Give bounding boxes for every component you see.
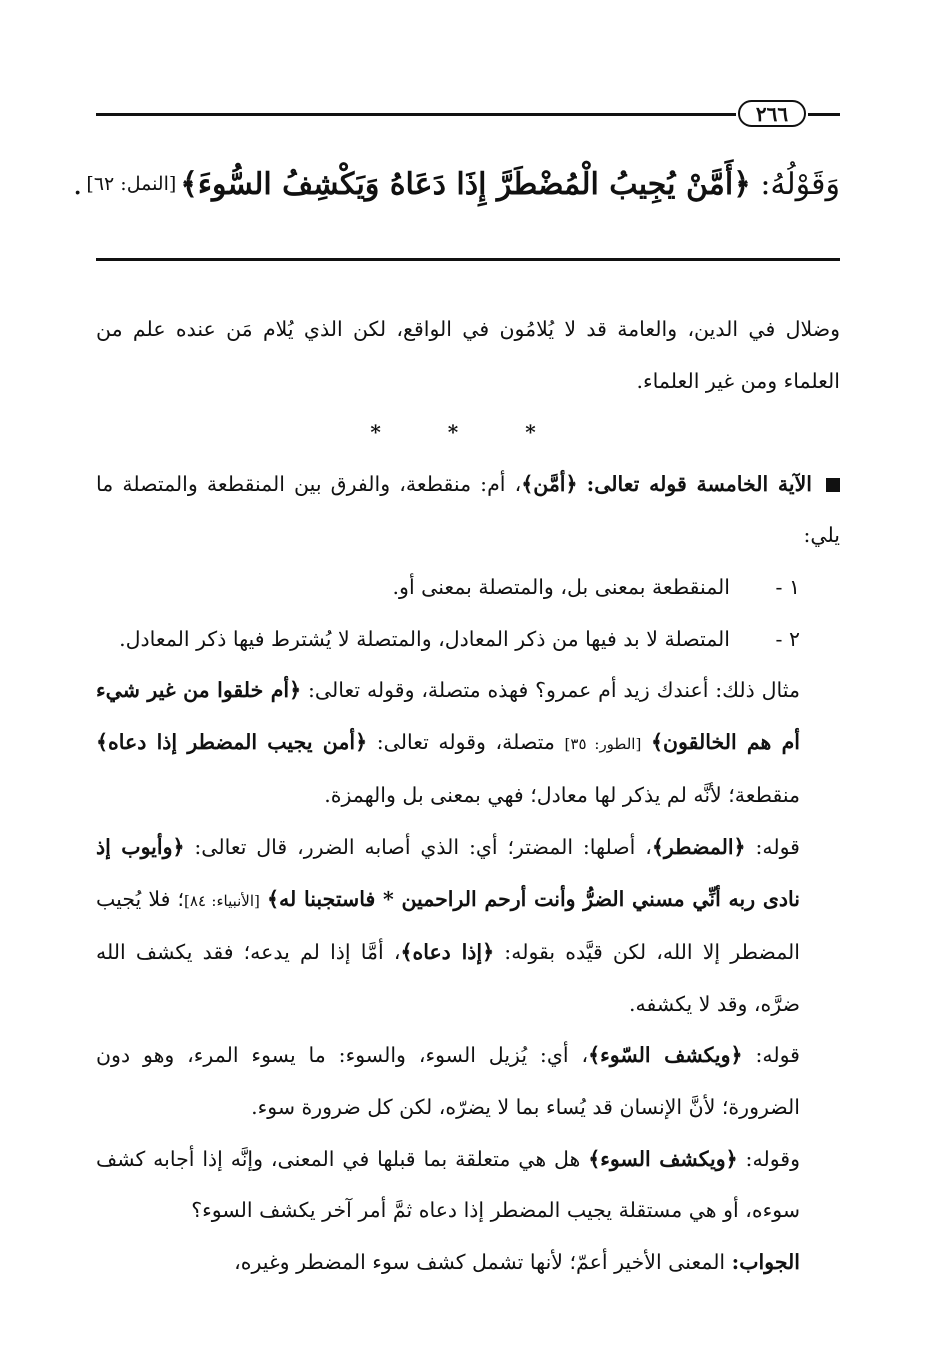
- page-number: ٢٦٦: [738, 100, 806, 127]
- header-rule-left: [96, 113, 736, 116]
- paragraph-continuation: وضلال في الدين، والعامة قد لا يُلامُون في الواقع، لكن الذي يُلام مَن عنده علم من العلماء ومن غير العلماء.: [96, 317, 840, 393]
- example-verse-2: ﴿أمن يجيب المضطر إذا دعاه﴾: [96, 729, 368, 754]
- header-divider: [96, 258, 840, 261]
- mudtarr-text-3: ؛ فلا يُجيب المضطر إلا الله، لكن قيَّده بقوله:: [96, 886, 800, 965]
- example-text-1: مثال ذلك: أعندك زيد أم عمرو؟ فهذه متصلة، وقوله تعالى:: [308, 678, 800, 703]
- section-heading: الآية الخامسة قوله تعالى:: [586, 471, 812, 496]
- kashf-paragraph: [96, 1030, 840, 1133]
- answer-label: الجواب:: [731, 1249, 800, 1274]
- list-item-number: ١ -: [775, 574, 800, 599]
- kashf-text-1: قوله:: [755, 1043, 800, 1068]
- example-ref-1: [الطور: ٣٥]: [564, 734, 642, 753]
- body-text: [96, 304, 840, 1288]
- square-bullet-icon: [826, 478, 840, 492]
- list-item-text: المتصلة لا بد فيها من ذكر المعادل، والمتصلة لا يُشترط فيها ذكر المعادل.: [119, 626, 730, 651]
- list-item: [96, 614, 840, 666]
- kashf-verse-1: ﴿ويكشف السّوء﴾: [588, 1043, 743, 1068]
- question-paragraph: [96, 1134, 840, 1237]
- mudtarr-text-2: ، أصلها: المضتر؛ أي: الذي أصابه الضرر، قال تعالى:: [194, 834, 652, 859]
- mudtarr-ref-2: [الأنبياء: ٨٤]: [184, 891, 260, 910]
- mudtarr-verse-1: ﴿المضطر﴾: [651, 834, 746, 859]
- verse-reference: [النمل: ٦٢]: [86, 173, 177, 195]
- example-text-3: منقطعة؛ لأنَّه لم يذكر لها معادل؛ فهي بمعنى بل والهمزة.: [324, 783, 800, 808]
- list-item: [96, 562, 840, 614]
- mudtarr-text-1: قوله:: [755, 834, 800, 859]
- answer-text: المعنى الأخير أعمّ؛ لأنها تشمل كشف سوء المضطر وغيره،: [234, 1249, 726, 1274]
- header-verse: [72, 160, 840, 208]
- mudtarr-text-4: ، أمَّا إذا لم يدعه؛ فقد يكشف الله ضرَّه، وقد لا يكشفه.: [96, 940, 800, 1016]
- kashf-text-2: ، أي: يُزيل السوء، والسوء: ما يسوء المرء، وهو دون الضرورة؛ لأنَّ الإنسان قد يُساء بما لا يضرّه، لكن كل ضرورة سوء.: [96, 1043, 800, 1119]
- list-item-number: ٢ -: [775, 626, 800, 651]
- section-rest: ، أم: منقطعة، والفرق بين المنقطعة والمتصلة ما يلي:: [96, 471, 840, 548]
- mudtarr-verse-3: ﴿إذا دعاه﴾: [400, 940, 495, 965]
- list-item-text: المنقطعة بمعنى بل، والمتصلة بمعنى أو.: [392, 574, 730, 599]
- header-rule-right: [808, 113, 840, 116]
- mudtarr-verse-2: ﴿وأيوب إذ نادى ربه أنِّي مسني الضرُّ وأنت أرحم الراحمين * فاستجبنا له﴾: [96, 834, 801, 911]
- verse-text: ﴿أَمَّنْ يُجِيبُ الْمُضْطَرَّ إِذَا دَعَاهُ وَيَكْشِفُ السُّوءَ﴾: [180, 166, 751, 202]
- question-verse-1: ﴿ويكشف السوء﴾: [588, 1146, 738, 1171]
- section-heading-paragraph: [96, 459, 840, 562]
- mudtarr-paragraph: [96, 822, 840, 1030]
- example-paragraph: [96, 665, 840, 822]
- example-verse-1: ﴿أم خلقوا من غير شيء أم هم الخالقون﴾: [96, 678, 800, 754]
- question-text-2: هل هي متعلقة بما قبلها في المعنى، وإنَّه إذا أجابه كشف سوءه، أو هي مستقلة يجيب المضطر إذا دعاه ثمَّ أمر آخر يكشف السوء؟: [96, 1146, 800, 1223]
- verse-lead: وَقَوْلُهُ:: [760, 166, 840, 202]
- question-text-1: وقوله:: [745, 1146, 800, 1171]
- section-verse: ﴿أمَّن﴾: [521, 471, 578, 496]
- section-separator: * * *: [370, 420, 566, 445]
- answer-paragraph: [96, 1237, 840, 1289]
- example-text-2: متصلة، وقوله تعالى:: [376, 729, 555, 754]
- verse-end: .: [72, 166, 83, 202]
